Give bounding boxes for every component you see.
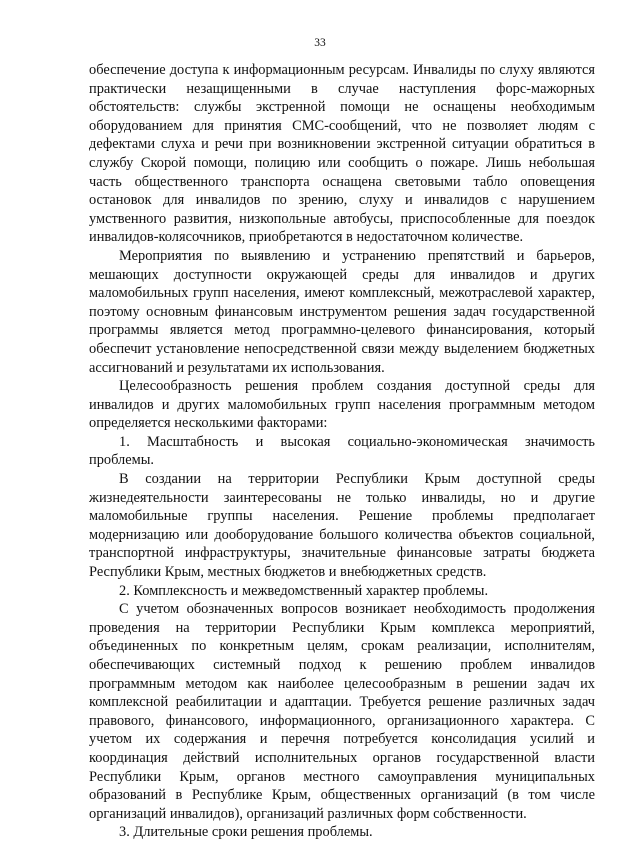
paragraph: Мероприятия по выявлению и устранению препятствий и барьеров, мешающих доступности окружающей среды для инвалидов и других маломобильных групп населения, имеют комплексный, межотраслевой характер, поэтому основным финансовым инструментом решения задач государственной программы является метод программно-целевого финансирования, который обеспечит установление непосредственной связи между выделением бюджетных ассигнований и результатами их использования.: [89, 247, 595, 376]
paragraph: обеспечение доступа к информационным ресурсам. Инвалиды по слуху являются практически незащищенными в случае наступления форс-мажорных обстоятельств: службы экстренной помощи не оснащены необходимым оборудованием для принятия СМС-сообщений, что не позволяет людям с дефектами слуха и речи при возникновении экстренной ситуации обратиться в службу Скорой помощи, полицию или сообщить о пожаре. Лишь небольшая часть общественного транспорта оснащена световыми табло оповещения остановок для инвалидов по зрению, слуху и инвалидов с нарушением умственного развития, низкопольные автобусы, приспособленные для поездок инвалидов-колясочников, приобретаются в недостаточном количестве.: [89, 62, 595, 246]
numbered-item: 3. Длительные сроки решения проблемы.: [119, 824, 373, 841]
paragraph: С учетом обозначенных вопросов возникает необходимость продолжения проведения на территории Республики Крым комплекса мероприятий, объединенных по конкретным целям, срокам реализации, исполнителям, обеспечивающих системный подход к решению проблем инвалидов программным методом как наиболее целесообразным в решении задач их комплексной реабилитации и адаптации. Требуется решение различных задач правового, финансового, информационного, организационного характера. С учетом их содержания и перечня потребуется консолидация усилий и координация действий исполнительных органов государственной власти Республики Крым, органов местного самоуправления муниципальных образований в Республике Крым, общественных организаций (в том числе организаций инвалидов), организаций различных форм собственности.: [89, 601, 595, 822]
page-number: 33: [314, 37, 326, 49]
paragraph: Целесообразность решения проблем создания доступной среды для инвалидов и других маломобильных групп населения программным методом определяется несколькими факторами:: [89, 378, 595, 432]
numbered-item: 1. Масштабность и высокая социально-экономическая значимость проблемы.: [89, 433, 595, 469]
document-body: [89, 61, 595, 842]
numbered-item: 2. Комплексность и межведомственный характер проблемы.: [119, 582, 489, 599]
paragraph: В создании на территории Республики Крым доступной среды жизнедеятельности заинтересованы не только инвалиды, но и другие маломобильные группы населения. Решение проблемы предполагает модернизацию или дооборудование большого количества объектов социальной, транспортной инфраструктуры, значительные финансовые затраты бюджета Республики Крым, местных бюджетов и внебюджетных средств.: [89, 471, 595, 581]
